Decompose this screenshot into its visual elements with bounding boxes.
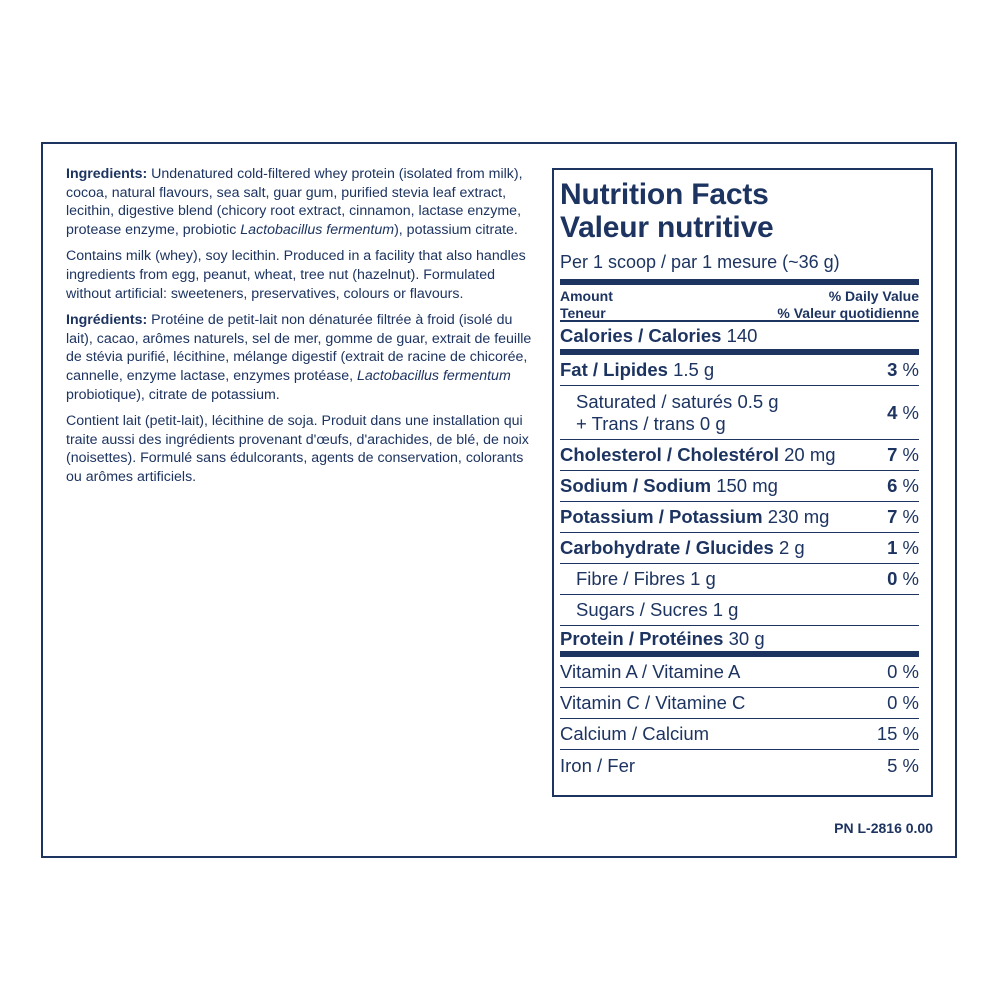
potassium-label: Potassium / Potassium <box>560 506 763 527</box>
amount-fr: Teneur <box>560 305 606 321</box>
fibre-dv: 0 <box>887 568 898 589</box>
potassium-dv: 7 <box>887 506 898 527</box>
nutrition-title-en: Nutrition Facts <box>560 178 769 211</box>
row-cholesterol <box>560 440 919 471</box>
nutrition-title-fr: Valeur nutritive <box>560 211 774 244</box>
row-sugars <box>560 595 919 626</box>
contains-en: Contains milk (whey), soy lecithin. Produced in a facility that also handles ingredients from egg, peanut, wheat, tree nut (hazelnut). Formulated without artificial: sweeteners, preservatives, colours or flavours. <box>66 248 526 302</box>
ingredients-fr <box>66 311 540 404</box>
potassium-dv-sign: % <box>902 506 919 527</box>
calories-value: 140 <box>726 324 758 346</box>
part-number: PN L-2816 0.00 <box>834 820 933 836</box>
sodium-dv: 6 <box>887 475 898 496</box>
protein-label: Protein / Protéines <box>560 627 724 649</box>
amount-en: Amount <box>560 288 613 304</box>
trans-line: + Trans / trans 0 g <box>576 412 726 434</box>
dv-en: % Daily Value <box>828 288 919 304</box>
dv-fr: % Valeur quotidienne <box>777 305 919 321</box>
calories-label: Calories / Calories <box>560 324 722 346</box>
sodium-label: Sodium / Sodium <box>560 475 712 496</box>
row-calories <box>560 322 919 355</box>
row-potassium <box>560 502 919 533</box>
sodium-dv-sign: % <box>902 475 919 496</box>
fibre-line: Fibre / Fibres 1 g <box>576 568 716 589</box>
ingredients-fr-text-2: probiotique), citrate de potassium. <box>66 386 280 403</box>
row-fibre <box>560 564 919 595</box>
row-saturated-trans <box>560 386 919 440</box>
row-fat <box>560 355 919 386</box>
ingredients-fr-text-1: Protéine de petit-lait non dénaturée filtrée à froid (isolé du lait), cacao, arômes naturels, sel de mer, gomme de guar, extrait de feuille de stévia purifié, lécithine, mélange digestif (extrait de racine de chicorée, cannelle, enzyme lactase, enzymes protéase, <box>66 312 532 384</box>
protein-amount: 30 g <box>728 627 765 649</box>
fat-dv-sign: % <box>902 359 919 380</box>
ingredients-column <box>66 165 540 495</box>
fat-dv: 3 <box>887 359 898 380</box>
ingredients-en-text-1: Undenatured cold-filtered whey protein (isolated from milk), cocoa, natural flavours, sea salt, guar gum, purified stevia leaf extract, lecithin, digestive blend (chicory root extract, cinnamon, lactase enzyme, protease enzyme, probiotic <box>66 166 523 238</box>
sodium-amount: 150 mg <box>716 475 778 496</box>
ingredients-en-text-2: ), potassium citrate. <box>394 221 518 238</box>
row-vitamin-a <box>560 657 919 688</box>
sat-dv: 4 <box>887 401 898 423</box>
row-protein <box>560 626 919 657</box>
row-vitamin-c <box>560 688 919 719</box>
chol-dv: 7 <box>887 444 898 465</box>
sugars-line: Sugars / Sucres 1 g <box>576 599 739 620</box>
carb-amount: 2 g <box>778 537 805 558</box>
vitC-dv: 0 % <box>887 692 919 713</box>
vitA-label: Vitamin A / Vitamine A <box>560 661 741 682</box>
calcium-dv: 15 % <box>876 723 919 744</box>
carb-dv: 1 <box>887 537 898 558</box>
chol-dv-sign: % <box>902 444 919 465</box>
table-header <box>560 285 919 322</box>
row-iron <box>560 750 919 781</box>
chol-label: Cholesterol / Cholestérol <box>560 444 779 465</box>
vitC-label: Vitamin C / Vitamine C <box>560 692 746 713</box>
serving-size: Per 1 scoop / par 1 mesure (~36 g) <box>560 251 919 285</box>
row-calcium <box>560 719 919 750</box>
potassium-amount: 230 mg <box>767 506 830 527</box>
sat-dv-sign: % <box>902 401 919 423</box>
saturated-line: Saturated / saturés 0.5 g <box>576 390 779 412</box>
calcium-label: Calcium / Calcium <box>560 723 710 744</box>
fat-label: Fat / Lipides <box>560 359 668 380</box>
ingredients-fr-italic: Lactobacillus fermentum <box>357 367 511 384</box>
nutrition-facts-table <box>552 168 933 797</box>
fat-amount: 1.5 g <box>673 359 715 380</box>
ingredients-en <box>66 165 540 239</box>
row-sodium <box>560 471 919 502</box>
chol-amount: 20 mg <box>784 444 836 465</box>
carb-label: Carbohydrate / Glucides <box>560 537 774 558</box>
ingredients-fr-label: Ingrédients: <box>66 312 148 329</box>
ingredients-en-label: Ingredients: <box>66 166 148 182</box>
carb-dv-sign: % <box>902 537 919 558</box>
iron-label: Iron / Fer <box>560 754 636 776</box>
contains-fr: Contient lait (petit-lait), lécithine de soja. Produit dans une installation qui traite aussi des ingrédients provenant d'œufs, d'arachides, de blé, de noix (noisettes). Formulé sans édulcorants, agents de conservation, colorants ou arômes artificiels. <box>66 413 529 485</box>
ingredients-en-italic: Lactobacillus fermentum <box>240 221 395 238</box>
vitA-dv: 0 % <box>887 661 919 682</box>
fibre-dv-sign: % <box>902 568 919 589</box>
iron-dv: 5 % <box>887 754 919 776</box>
row-carbohydrate <box>560 533 919 564</box>
